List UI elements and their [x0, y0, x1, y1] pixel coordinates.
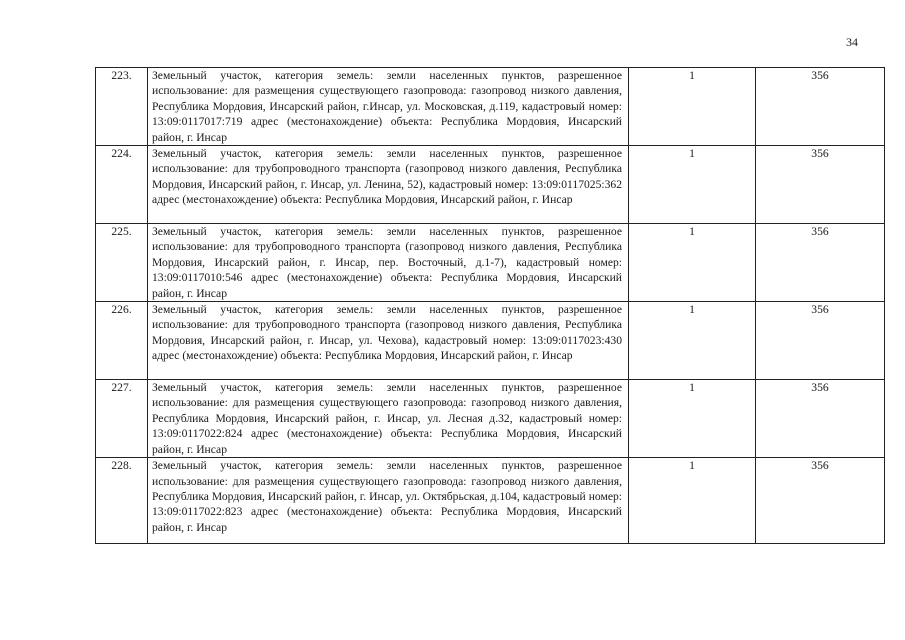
row-quantity: 1 [629, 68, 756, 146]
row-quantity: 1 [629, 380, 756, 458]
row-number: 225. [96, 224, 148, 302]
row-code: 356 [756, 458, 885, 544]
row-number: 226. [96, 302, 148, 380]
row-code: 356 [756, 68, 885, 146]
table-row [96, 224, 885, 302]
row-code: 356 [756, 380, 885, 458]
property-table [95, 67, 885, 544]
row-number: 228. [96, 458, 148, 544]
row-quantity: 1 [629, 458, 756, 544]
row-description: Земельный участок, категория земель: земли населенных пунктов, разрешенное использование: для трубопроводного транспорта (газопровод низкого давления, Республика Мордовия, Инсарский район, г. Инсар, ул. Чехова), кадастровый номер: 13:09:0117023:430 адрес (местонахождение) объекта: Республика Мордовия, Инсарский район, г. Инсар [148, 302, 629, 380]
table-row [96, 302, 885, 380]
row-number: 223. [96, 68, 148, 146]
row-quantity: 1 [629, 146, 756, 224]
row-number: 224. [96, 146, 148, 224]
row-description: Земельный участок, категория земель: земли населенных пунктов, разрешенное использование: для размещения существующего газопровода: газопровод низкого давления, Республика Мордовия, Инсарский район, г.Инсар, ул. Московская, д.119, кадастровый номер: 13:09:0117017:719 адрес (местонахождение) объекта: Республика Мордовия, Инсарский район, г. Инсар [148, 68, 629, 146]
page-number: 34 [846, 35, 858, 49]
row-description: Земельный участок, категория земель: земли населенных пунктов, разрешенное использование: для трубопроводного транспорта (газопровод низкого давления, Республика Мордовия, Инсарский район, г. Инсар, пер. Восточный, д.1-7), кадастровый номер: 13:09:0117010:546 адрес (местонахождение) объекта: Республика Мордовия, Инсарский район, г. Инсар [148, 224, 629, 302]
table-row [96, 68, 885, 146]
table-row [96, 458, 885, 544]
row-code: 356 [756, 224, 885, 302]
table-row [96, 146, 885, 224]
row-quantity: 1 [629, 302, 756, 380]
row-number: 227. [96, 380, 148, 458]
row-description: Земельный участок, категория земель: земли населенных пунктов, разрешенное использование: для размещения существующего газопровода: газопровод низкого давления, Республика Мордовия, Инсарский район, г. Инсар, ул. Лесная д.32, кадастровый номер: 13:09:0117022:824 адрес (местонахождение) объекта: Республика Мордовия, Инсарский район, г. Инсар [148, 380, 629, 458]
row-description: Земельный участок, категория земель: земли населенных пунктов, разрешенное использование: для размещения существующего газопровода: газопровод низкого давления, Республика Мордовия, Инсарский район, г. Инсар, ул. Октябрьская, д.104, кадастровый номер: 13:09:0117022:823 адрес (местонахождение) объекта: Республика Мордовия, Инсарский район, г. Инсар [148, 458, 629, 544]
row-code: 356 [756, 302, 885, 380]
row-quantity: 1 [629, 224, 756, 302]
table-row [96, 380, 885, 458]
row-description: Земельный участок, категория земель: земли населенных пунктов, разрешенное использование: для трубопроводного транспорта (газопровод низкого давления, Республика Мордовия, Инсарский район, г. Инсар, ул. Ленина, 52), кадастровый номер: 13:09:0117025:362 адрес (местонахождение) объекта: Республика Мордовия, Инсарский район, г. Инсар [148, 146, 629, 224]
row-code: 356 [756, 146, 885, 224]
